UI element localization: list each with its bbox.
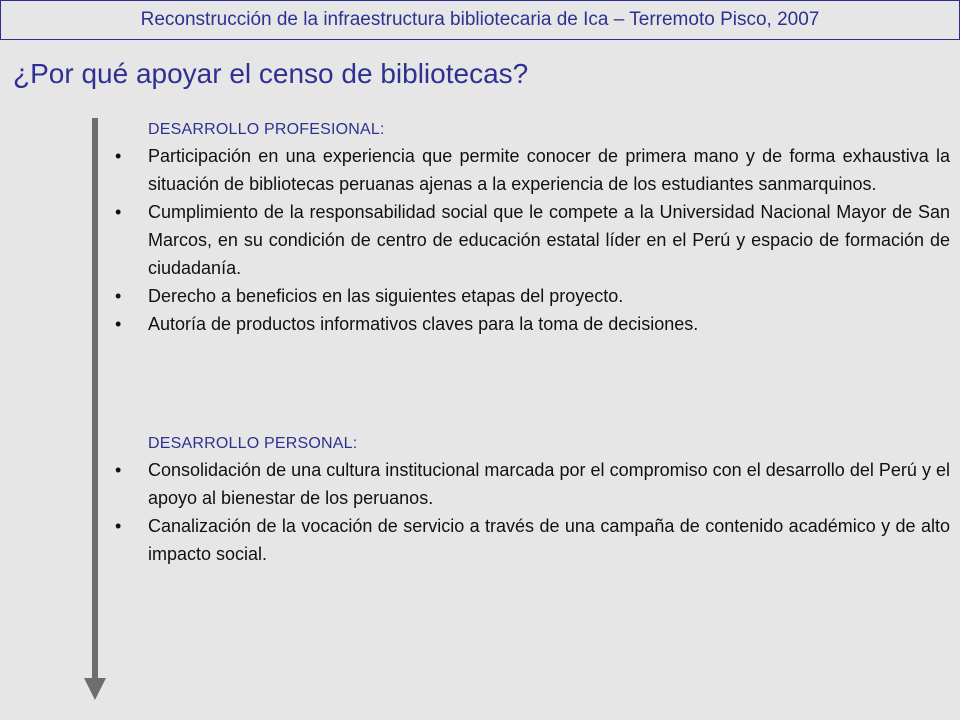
bullet-icon: • — [115, 146, 122, 166]
down-arrow-icon — [82, 118, 108, 702]
banner-text: Reconstrucción de la infraestructura bibliotecaria de Ica – Terremoto Pisco, 2007 — [140, 9, 820, 30]
bullet-list — [110, 456, 950, 568]
list-item-text: Autoría de productos informativos claves para la toma de decisiones. — [148, 314, 699, 334]
slide-content — [110, 118, 950, 564]
bullet-icon: • — [115, 286, 122, 306]
list-item — [110, 198, 950, 282]
list-item — [110, 282, 950, 310]
section-heading: DESARROLLO PERSONAL: — [148, 435, 358, 452]
section-professional — [110, 118, 950, 338]
bullet-icon: • — [115, 460, 122, 480]
bullet-list — [110, 142, 950, 338]
section-personal — [110, 432, 950, 568]
list-item-text: Cumplimiento de la responsabilidad social que le compete a la Universidad Nacional Mayor de San Marcos, en su condición de centro de educación estatal líder en el Perú y espacio de formación de ciudadanía. — [148, 202, 950, 278]
list-item — [110, 310, 950, 338]
list-item-text: Derecho a beneficios en las siguientes etapas del proyecto. — [148, 286, 624, 306]
bullet-icon: • — [115, 314, 122, 334]
list-item — [110, 512, 950, 568]
header-banner — [0, 0, 960, 40]
list-item — [110, 142, 950, 198]
slide-title: ¿Por qué apoyar el censo de bibliotecas? — [13, 58, 529, 89]
bullet-icon: • — [115, 202, 122, 222]
list-item — [110, 456, 950, 512]
section-heading: DESARROLLO PROFESIONAL: — [148, 121, 385, 138]
list-item-text: Participación en una experiencia que permite conocer de primera mano y de forma exhaustiva la situación de bibliotecas peruanas ajenas a la experiencia de los estudiantes sanmarquinos. — [148, 146, 950, 194]
list-item-text: Canalización de la vocación de servicio a través de una campaña de contenido académico y de alto impacto social. — [148, 516, 950, 564]
list-item-text: Consolidación de una cultura institucional marcada por el compromiso con el desarrollo del Perú y el apoyo al bienestar de los peruanos. — [148, 460, 950, 508]
bullet-icon: • — [115, 516, 122, 536]
